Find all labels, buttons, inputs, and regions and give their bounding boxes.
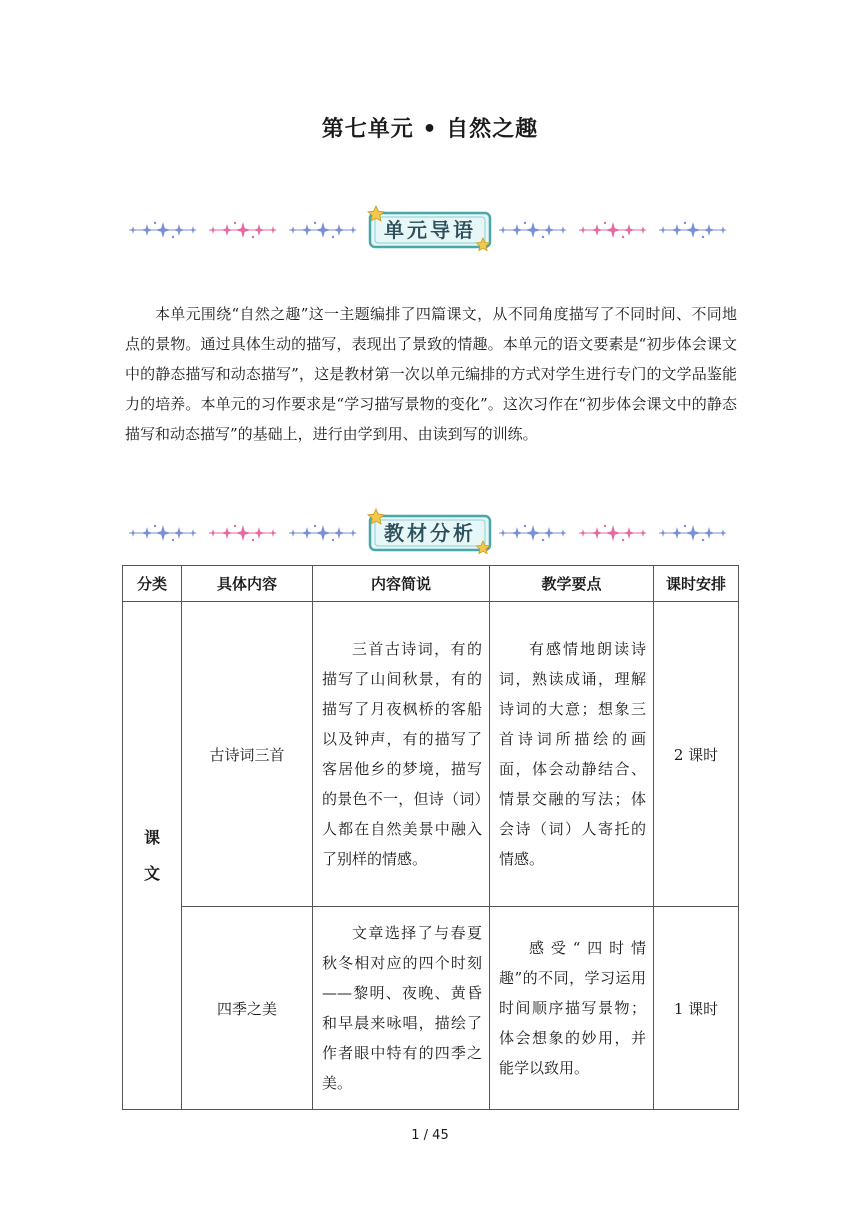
- sparkle-icon: [349, 226, 357, 234]
- sparkle-dot: [172, 236, 174, 238]
- sparkle-icon: [591, 527, 603, 539]
- sparkle-icon: [719, 226, 727, 234]
- sparkle-dot: [524, 525, 526, 527]
- sparkle-icon: [333, 527, 345, 539]
- sparkle-icon: [209, 226, 217, 234]
- banner-label: 单元导语: [384, 218, 476, 242]
- sparkle-icon: [129, 529, 137, 537]
- sparkle-icon: [221, 224, 233, 236]
- header-teaching-points: 教学要点: [490, 566, 654, 602]
- sparkle-divider-right: [499, 525, 727, 541]
- sparkle-icon: [703, 527, 715, 539]
- table-row: [123, 907, 739, 1110]
- sparkle-icon: [703, 224, 715, 236]
- sparkle-dot: [622, 236, 624, 238]
- sparkle-icon: [639, 226, 647, 234]
- sparkle-icon: [155, 222, 171, 238]
- sparkle-dot: [684, 525, 686, 527]
- sparkle-icon: [301, 527, 313, 539]
- sparkle-icon: [315, 525, 331, 541]
- header-class-hours: 课时安排: [654, 566, 739, 602]
- content-cell: 四季之美: [182, 907, 313, 1110]
- sparkle-icon: [189, 226, 197, 234]
- page-title: 第七单元 • 自然之趣: [321, 117, 539, 142]
- sparkle-icon: [511, 527, 523, 539]
- section-banner-textbook-analysis: [125, 508, 735, 558]
- sparkle-icon: [141, 527, 153, 539]
- analysis-table-wrapper: [122, 565, 739, 1110]
- sparkle-dot: [702, 236, 704, 238]
- sparkle-dot: [542, 539, 544, 541]
- sparkle-dot: [154, 525, 156, 527]
- summary-cell: 三首古诗词，有的描写了山间秋景，有的描写了月夜枫桥的客船以及钟声，有的描写了客居他乡的梦境，描写的景色不一，但诗（词）人都在自然美景中融入了别样的情感。: [313, 602, 490, 907]
- sparkle-icon: [659, 529, 667, 537]
- sparkle-icon: [543, 224, 555, 236]
- category-char: 课: [143, 827, 160, 847]
- sparkle-dot: [524, 222, 526, 224]
- sparkle-icon: [671, 224, 683, 236]
- table-row: [123, 602, 739, 907]
- table-header-row: [123, 566, 739, 602]
- header-content: 具体内容: [182, 566, 313, 602]
- sparkle-dot: [154, 222, 156, 224]
- section-banner-unit-intro: [125, 205, 735, 255]
- banner-label: 教材分析: [384, 521, 476, 545]
- sparkle-divider-left: [129, 525, 357, 541]
- sparkle-icon: [289, 226, 297, 234]
- sparkle-icon: [141, 224, 153, 236]
- sparkle-icon: [559, 529, 567, 537]
- unit-intro-paragraph: 本单元围绕“自然之趣”这一主题编排了四篇课文，从不同角度描写了不同时间、不同地点的景物。通过具体生动的描写，表现出了景致的情趣。本单元的语文要素是“初步体会课文中的静态描写和动态描写”，这是教材第一次以单元编排的方式对学生进行专门的文学品鉴能力的培养。本单元的习作要求是“学习描写景物的变化”。这次习作在“初步体会课文中的静态描写和动态描写”的基础上，进行由学到用、由读到写的训练。: [125, 305, 737, 443]
- sparkle-icon: [499, 226, 507, 234]
- sparkle-dot: [314, 222, 316, 224]
- sparkle-icon: [269, 226, 277, 234]
- sparkle-icon: [349, 529, 357, 537]
- sparkle-icon: [511, 224, 523, 236]
- sparkle-icon: [315, 222, 331, 238]
- sparkle-icon: [155, 525, 171, 541]
- sparkle-icon: [189, 529, 197, 537]
- sparkle-icon: [129, 226, 137, 234]
- sparkle-icon: [591, 224, 603, 236]
- sparkle-icon: [235, 222, 251, 238]
- sparkle-dot: [234, 525, 236, 527]
- header-summary: 内容简说: [313, 566, 490, 602]
- sparkle-icon: [289, 529, 297, 537]
- sparkle-icon: [579, 529, 587, 537]
- sparkle-icon: [605, 222, 621, 238]
- category-cell: [123, 602, 182, 1110]
- analysis-table: [122, 565, 739, 1110]
- sparkle-icon: [333, 224, 345, 236]
- sparkle-icon: [253, 527, 265, 539]
- sparkle-icon: [659, 226, 667, 234]
- sparkle-icon: [269, 529, 277, 537]
- sparkle-icon: [623, 224, 635, 236]
- sparkle-icon: [235, 525, 251, 541]
- page-number: 1 / 45: [411, 1128, 449, 1143]
- sparkle-icon: [605, 525, 621, 541]
- sparkle-dot: [622, 539, 624, 541]
- sparkle-dot: [604, 525, 606, 527]
- sparkle-dot: [542, 236, 544, 238]
- sparkle-icon: [499, 529, 507, 537]
- sparkle-icon: [671, 527, 683, 539]
- sparkle-icon: [685, 222, 701, 238]
- sparkle-dot: [252, 236, 254, 238]
- sparkle-icon: [253, 224, 265, 236]
- sparkle-icon: [719, 529, 727, 537]
- sparkle-divider-left: [129, 222, 357, 238]
- content-cell: 古诗词三首: [182, 602, 313, 907]
- sparkle-icon: [559, 226, 567, 234]
- sparkle-icon: [623, 527, 635, 539]
- sparkle-icon: [579, 226, 587, 234]
- sparkle-dot: [252, 539, 254, 541]
- sparkle-dot: [314, 525, 316, 527]
- summary-cell: 文章选择了与春夏秋冬相对应的四个时刻——黎明、夜晚、黄昏和早晨来咏唱，描绘了作者眼中特有的四季之美。: [313, 907, 490, 1110]
- sparkle-icon: [639, 529, 647, 537]
- class-hours-cell: 2 课时: [654, 602, 739, 907]
- sparkle-dot: [684, 222, 686, 224]
- sparkle-icon: [209, 529, 217, 537]
- sparkle-icon: [301, 224, 313, 236]
- sparkle-dot: [172, 539, 174, 541]
- header-category: 分类: [123, 566, 182, 602]
- sparkle-divider-right: [499, 222, 727, 238]
- sparkle-dot: [604, 222, 606, 224]
- sparkle-dot: [332, 236, 334, 238]
- teaching-points-cell: 有感情地朗读诗词，熟读成诵，理解诗词的大意；想象三首诗词所描绘的画面，体会动静结合、情景交融的写法；体会诗（词）人寄托的情感。: [490, 602, 654, 907]
- sparkle-icon: [525, 222, 541, 238]
- sparkle-icon: [543, 527, 555, 539]
- sparkle-icon: [173, 224, 185, 236]
- sparkle-icon: [525, 525, 541, 541]
- sparkle-icon: [173, 527, 185, 539]
- sparkle-dot: [332, 539, 334, 541]
- sparkle-icon: [685, 525, 701, 541]
- sparkle-icon: [221, 527, 233, 539]
- teaching-points-cell: 感受“四时情趣”的不同，学习运用时间顺序描写景物；体会想象的妙用，并能学以致用。: [490, 907, 654, 1110]
- class-hours-cell: 1 课时: [654, 907, 739, 1110]
- sparkle-dot: [234, 222, 236, 224]
- sparkle-dot: [702, 539, 704, 541]
- category-char: 文: [143, 863, 160, 883]
